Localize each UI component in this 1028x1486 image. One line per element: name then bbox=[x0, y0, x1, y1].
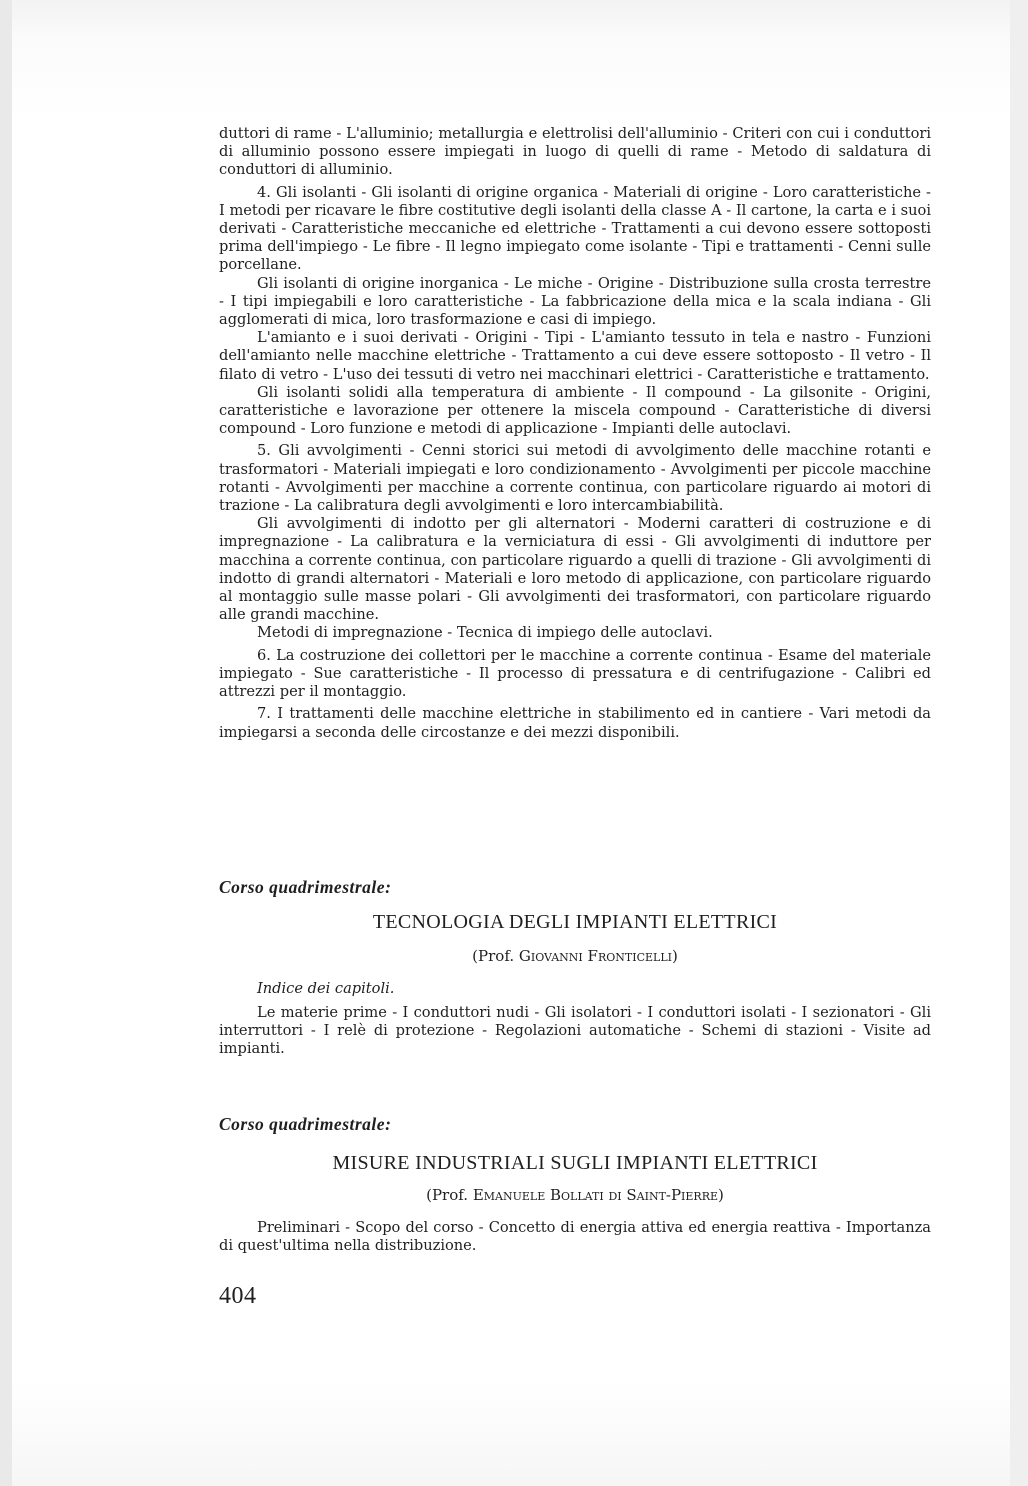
paragraph: 6. La costruzione dei collettori per le macchine a corrente continua - Esame del materiale impiegato - Sue caratteristiche - Il processo di pressatura e di centrifugazione - Calibri ed attrezzi per il montaggio. bbox=[219, 646, 931, 701]
paragraph: Metodi di impregnazione - Tecnica di impiego delle autoclavi. bbox=[257, 624, 713, 642]
professor-line bbox=[219, 947, 931, 965]
course-label: Corso quadrimestrale: bbox=[219, 877, 392, 897]
professor-suffix: ) bbox=[671, 947, 678, 965]
paragraph: 5. Gli avvolgimenti - Cenni storici sui metodi di avvolgimento delle macchine rotanti e trasformatori - Materiali impiegati e loro condizionamento - Avvolgimenti per piccole macchine rotanti - Avvolgimenti per macchine a corrente continua, con particolare riguardo ai motori di trazione - La calibratura degli avvolgimenti e loro intercambiabilità. bbox=[219, 442, 931, 515]
professor-name: Emanuele Bollati di Saint-Pierre bbox=[472, 1186, 719, 1204]
paragraph: 7. I trattamenti delle macchine elettriche in stabilimento ed in cantiere - Vari metodi da impiegarsi a seconda delle circostanze e dei mezzi disponibili. bbox=[219, 705, 931, 741]
professor-suffix: ) bbox=[718, 1186, 724, 1204]
paragraph: duttori di rame - L'alluminio; metallurgia e elettrolisi dell'alluminio - Criteri con cui i conduttori di alluminio possono essere impiegati in luogo di quelli di rame - Metodo di saldatura di conduttori di alluminio. bbox=[219, 125, 931, 179]
professor-name: Giovanni Fronticelli bbox=[518, 947, 672, 965]
course-text bbox=[219, 1004, 931, 1059]
body-text bbox=[219, 125, 931, 742]
professor-prefix: (Prof. bbox=[472, 947, 515, 965]
paragraph: L'amianto e i suoi derivati - Origini - Tipi - L'amianto tessuto in tela e nastro - Funzioni dell'amianto nelle macchine elettriche - Trattamento a cui deve essere sottoposto - Il vetro - Il filato di vetro - L'uso dei tessuti di vetro nei macchinari elettrici - Caratteristiche e trattamento. bbox=[219, 329, 931, 383]
paragraph: Gli avvolgimenti di indotto per gli alternatori - Moderni caratteri di costruzione e di impregnazione - La calibratura e la verniciatura di essi - Gli avvolgimenti di induttore per macchina a corrente continua, con particolare riguardo a quelli di trazione - Gli avvolgimenti di indotto di grandi alternatori - Materiali e loro metodo di applicazione, con particolare riguardo al montaggio sulle masse polari - Gli avvolgimenti dei trasformatori, con particolare riguardo alle grandi macchine. bbox=[219, 515, 931, 624]
page-number: 404 bbox=[219, 1283, 257, 1309]
index-label: Indice dei capitoli. bbox=[257, 980, 395, 997]
paragraph: Preliminari - Scopo del corso - Concetto di energia attiva ed energia reattiva - Importanza di quest'ultima nella distribuzione. bbox=[219, 1219, 931, 1255]
paragraph: Gli isolanti di origine inorganica - Le miche - Origine - Distribuzione sulla crosta terrestre - I tipi impiegabili e loro caratteristiche - La fabbricazione della mica e la scala indiana - Gli agglomerati di mica, loro trasformazione e casi di impiego. bbox=[219, 274, 931, 329]
scan-edge-right bbox=[1010, 0, 1028, 1486]
paragraph: Gli isolanti solidi alla temperatura di ambiente - Il compound - La gilsonite - Origini, caratteristiche e lavorazione per ottenere la miscela compound - Caratteristiche di diversi compound - Loro funzione e metodi di applicazione - Impianti delle autoclavi. bbox=[219, 383, 931, 438]
course-title: MISURE INDUSTRIALI SUGLI IMPIANTI ELETTRICI bbox=[332, 1152, 818, 1174]
scan-edge-left bbox=[0, 0, 12, 1486]
professor-prefix: (Prof. bbox=[426, 1186, 469, 1204]
professor-line bbox=[219, 1186, 931, 1204]
paragraph: Le materie prime - I conduttori nudi - Gli isolatori - I conduttori isolati - I sezionatori - Gli interruttori - I relè di protezione - Regolazioni automatiche - Schemi di stazioni - Visite ad impianti. bbox=[219, 1004, 931, 1058]
course-label: Corso quadrimestrale: bbox=[219, 1114, 392, 1134]
course-text bbox=[219, 1219, 931, 1255]
course-title: TECNOLOGIA DEGLI IMPIANTI ELETTRICI bbox=[372, 911, 778, 933]
paragraph: 4. Gli isolanti - Gli isolanti di origine organica - Materiali di origine - Loro caratteristiche - I metodi per ricavare le fibre costitutive degli isolanti della classe A - Il cartone, la carta e i suoi derivati - Caratteristiche meccaniche ed elettriche - Trattamenti a cui devono essere sottoposti prima dell'impiego - Le fibre - Il legno impiegato come isolante - Tipi e trattamenti - Cenni sulle porcellane. bbox=[219, 183, 931, 274]
